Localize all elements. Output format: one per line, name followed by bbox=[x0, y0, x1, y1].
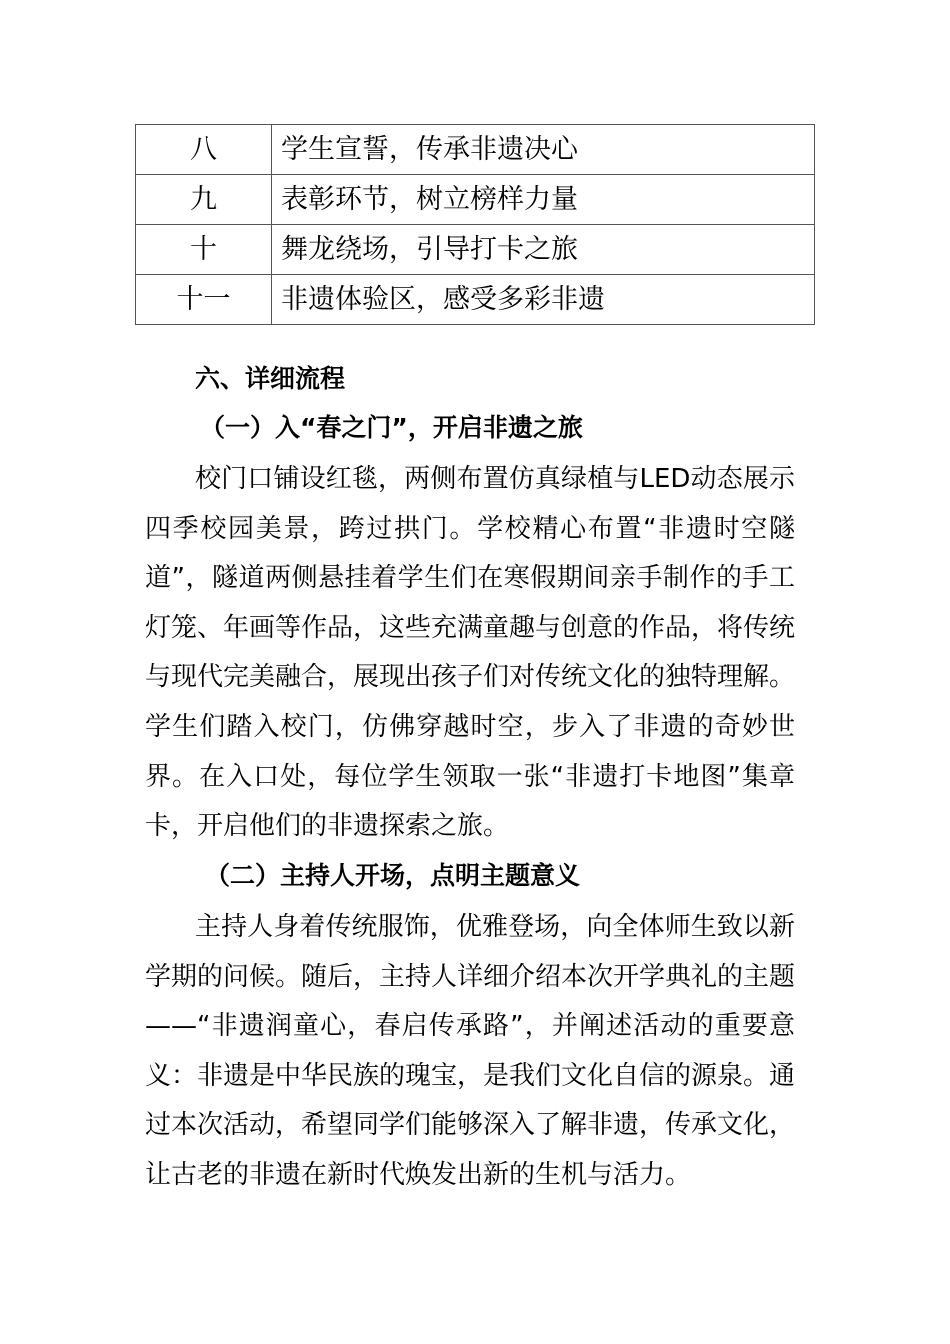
row-number: 十一 bbox=[136, 275, 272, 325]
row-item: 舞龙绕场，引导打卡之旅 bbox=[272, 225, 815, 275]
subsection-heading-2: （二）主持人开场，点明主题意义 bbox=[205, 861, 581, 890]
table-row bbox=[136, 275, 815, 325]
table-row bbox=[136, 125, 815, 175]
row-item: 非遗体验区，感受多彩非遗 bbox=[272, 275, 815, 325]
row-number: 十 bbox=[136, 225, 272, 275]
row-number: 九 bbox=[136, 175, 272, 225]
table-row bbox=[136, 175, 815, 225]
subsection-heading-1: （一）入“春之门”，开启非遗之旅 bbox=[200, 413, 583, 442]
subsection-paragraph-1: 校门口铺设红毯，两侧布置仿真绿植与LED动态展示四季校园美景，跨过拱门。学校精心布置“非遗时空隧道”，隧道两侧悬挂着学生们在寒假期间亲手制作的手工灯笼、年画等作品，这些充满童趣与创意的作品，将传统与现代完美融合，展现出孩子们对传统文化的独特理解。学生们踏入校门，仿佛穿越时空，步入了非遗的奇妙世界。在入口处，每位学生领取一张“非遗打卡地图”集章卡，开启他们的非遗探索之旅。 bbox=[145, 464, 796, 842]
program-table bbox=[135, 124, 815, 325]
row-item: 表彰环节，树立榜样力量 bbox=[272, 175, 815, 225]
table-row bbox=[136, 225, 815, 275]
row-number: 八 bbox=[136, 125, 272, 175]
section-heading: 六、详细流程 bbox=[195, 364, 346, 393]
row-item: 学生宣誓，传承非遗决心 bbox=[272, 125, 815, 175]
subsection-paragraph-2: 主持人身着传统服饰，优雅登场，向全体师生致以新学期的问候。随后，主持人详细介绍本次开学典礼的主题——“非遗润童心，春启传承路”，并阐述活动的重要意义：非遗是中华民族的瑰宝，是我们文化自信的源泉。通过本次活动，希望同学们能够深入了解非遗，传承文化，让古老的非遗在新时代焕发出新的生机与活力。 bbox=[145, 912, 796, 1190]
